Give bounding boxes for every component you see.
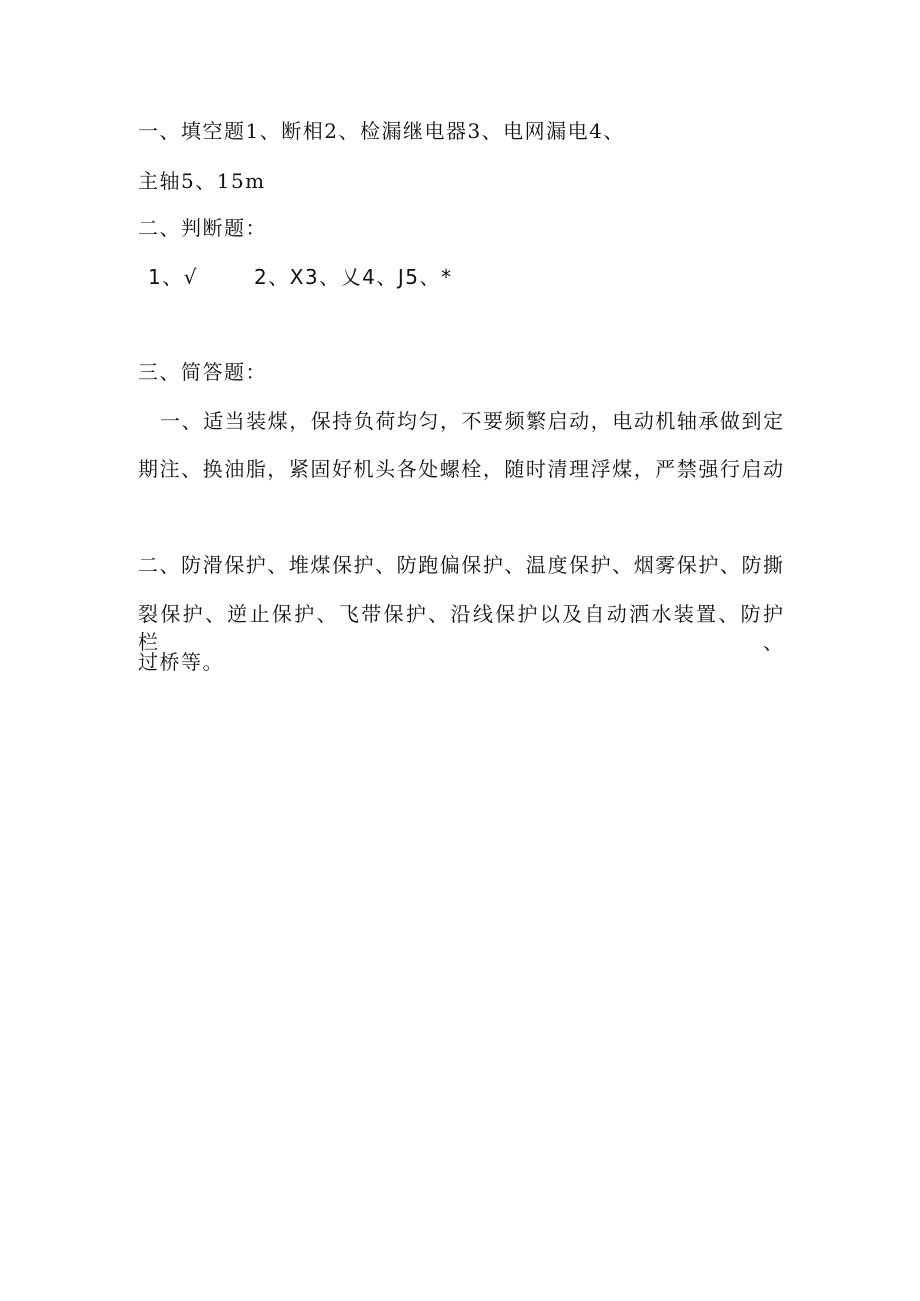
short-answer-heading: 三、简答题： <box>138 360 267 384</box>
true-false-answer-1: 1、√ <box>148 265 198 289</box>
true-false-answers <box>148 263 452 291</box>
answer-2-line-3: 过桥等。 <box>138 650 224 674</box>
fill-blank-answers-continued: 主轴5、15m <box>138 169 266 193</box>
answer-1-line-1: 一、适当装煤，保持负荷均匀，不要频繁启动，电动机轴承做到定 <box>160 409 784 433</box>
true-false-heading: 二、判断题： <box>138 216 267 240</box>
fill-blank-answers: 一、填空题1、断相2、检漏继电器3、电网漏电4、 <box>138 119 625 143</box>
answer-1-line-2: 期注、换油脂，紧固好机头各处螺栓，随时清理浮煤，严禁强行启动 <box>138 457 784 481</box>
answer-2-line-1: 二、防滑保护、堆煤保护、防跑偏保护、温度保护、烟雾保护、防撕 <box>138 553 784 577</box>
true-false-answer-2-5: 2、X3、乂4、J5、* <box>253 265 453 289</box>
answer-2-line-2: 裂保护、逆止保护、飞带保护、沿线保护以及自动洒水装置、防护栏、 <box>138 602 784 654</box>
